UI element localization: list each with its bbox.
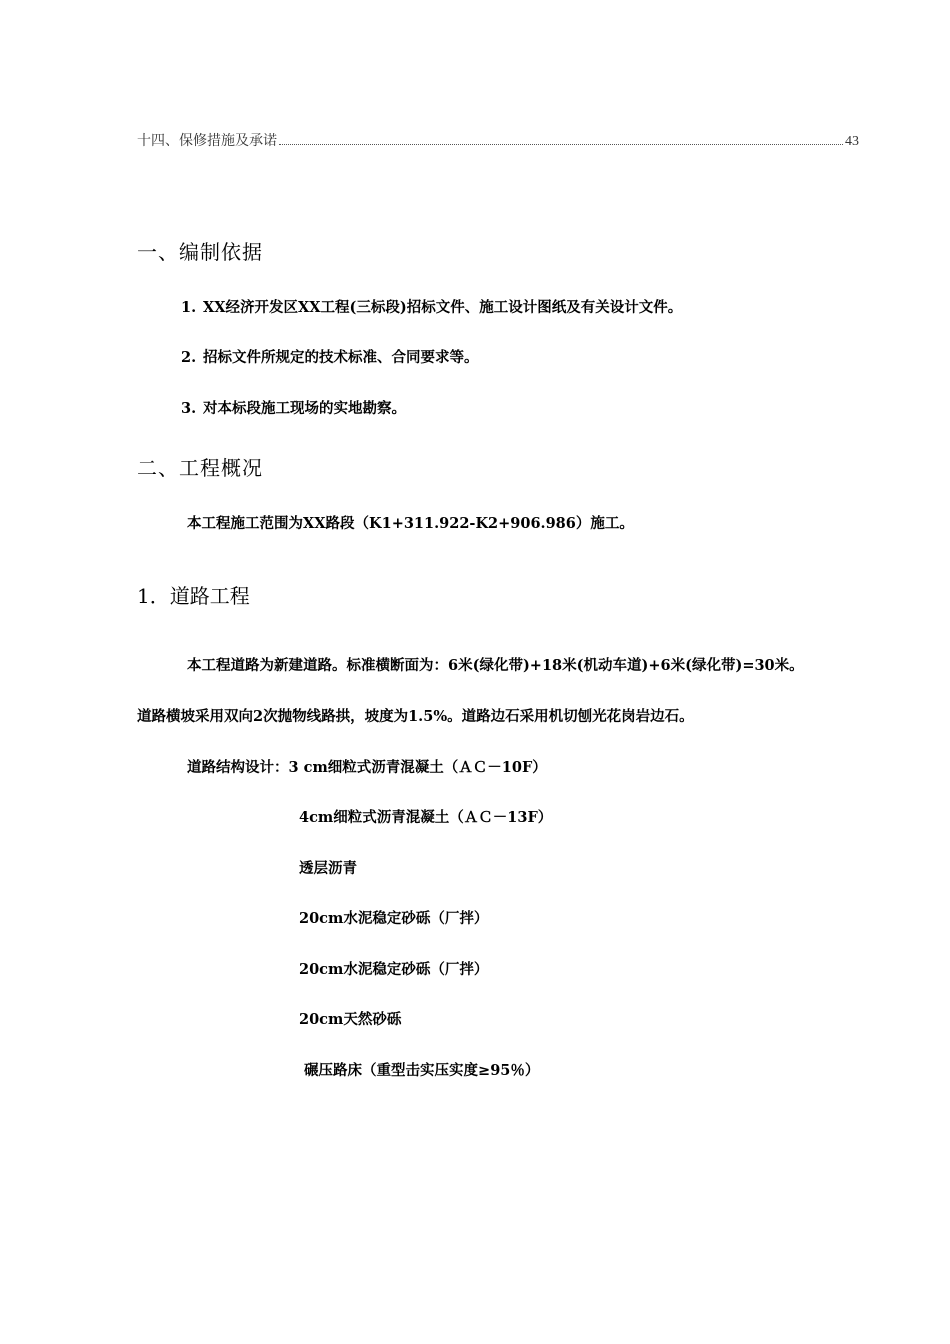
overview-paragraph: 本工程施工范围为XX路段（K1+311.922-K2+906.986）施工。 <box>187 515 634 532</box>
structure-layer: 碾压路床（重型击实压实度≥95％） <box>299 1062 540 1079</box>
structure-design-label: 道路结构设计：3 cm细粒式沥青混凝土（ＡＣ－10F） <box>187 759 547 776</box>
toc-entry-page: 43 <box>845 134 859 149</box>
structure-layer: 透层沥青 <box>299 860 357 877</box>
structure-layer: 20cm天然砂砾 <box>299 1011 402 1028</box>
road-paragraph-line: 本工程道路为新建道路。标准横断面为：6米(绿化带)+18米(机动车道)+6米(绿化带)=30米。 <box>187 657 804 674</box>
list-item-number: 2. <box>181 349 197 366</box>
list-item-text: 招标文件所规定的技术标准、合同要求等。 <box>203 349 479 366</box>
subsection-heading-road: 1．道路工程 <box>137 584 250 608</box>
structure-layer: 4cm细粒式沥青混凝土（ＡＣ－13F） <box>299 809 553 826</box>
toc-leader-dots <box>279 134 843 145</box>
road-paragraph-line: 道路横坡采用双向2次抛物线路拱，坡度为1.5%。道路边石采用机切刨光花岗岩边石。 <box>137 708 694 725</box>
list-item <box>181 346 479 367</box>
list-item-text: 对本标段施工现场的实地勘察。 <box>203 400 406 417</box>
list-item-number: 1. <box>181 299 197 316</box>
section-heading-overview: 二、工程概况 <box>137 456 263 480</box>
list-item <box>181 296 682 317</box>
toc-entry[interactable] <box>137 130 859 150</box>
list-item-text: XX经济开发区XX工程(三标段)招标文件、施工设计图纸及有关设计文件。 <box>203 299 683 316</box>
section-heading-basis: 一、编制依据 <box>137 240 263 264</box>
list-item-number: 3. <box>181 400 197 417</box>
structure-layer: 20cm水泥稳定砂砾（厂拌） <box>299 910 489 927</box>
toc-entry-title: 十四、保修措施及承诺 <box>137 134 277 149</box>
list-item <box>181 397 406 418</box>
structure-layer: 20cm水泥稳定砂砾（厂拌） <box>299 961 489 978</box>
